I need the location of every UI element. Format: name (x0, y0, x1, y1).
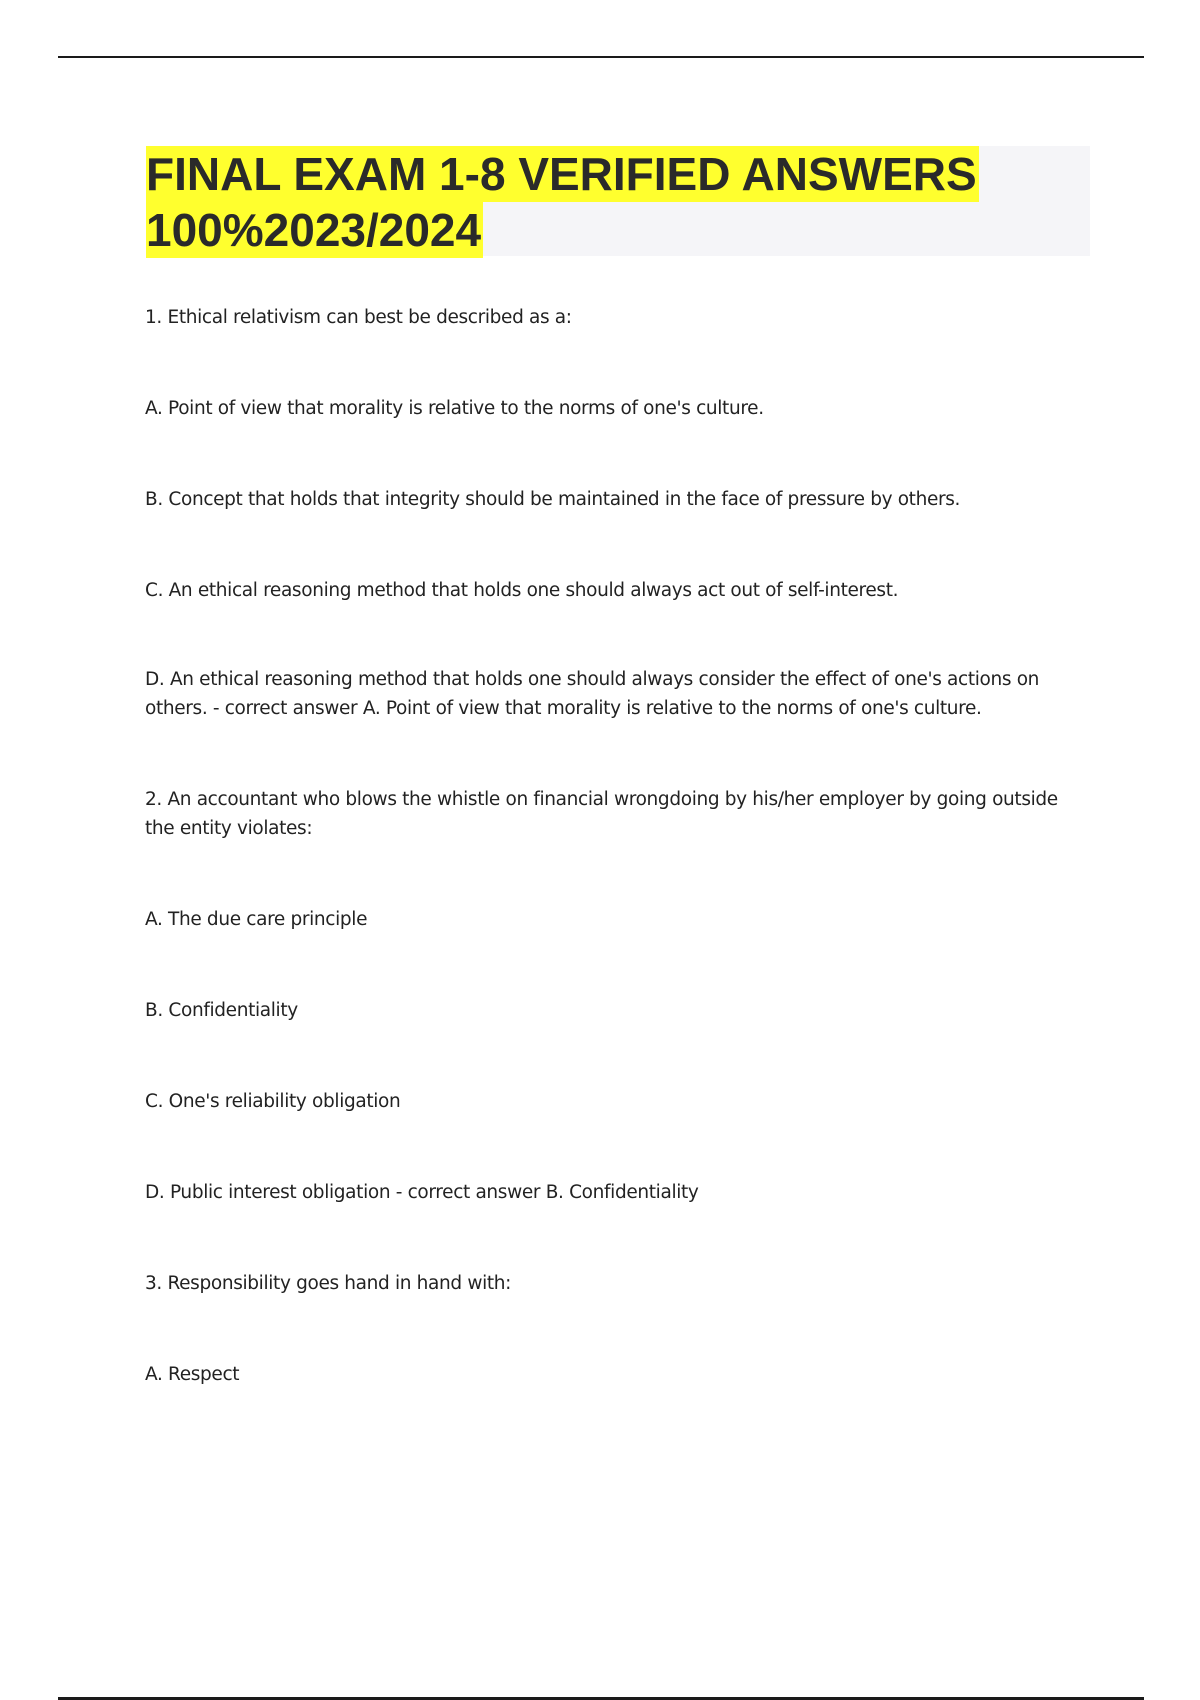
question-2-option-b: B. Confidentiality (145, 1000, 298, 1021)
question-2-option-c: C. One's reliability obligation (145, 1091, 401, 1112)
question-1-option-c: C. An ethical reasoning method that holds one should always act out of self-interest. (145, 580, 899, 601)
question-1-option-d-answer: D. An ethical reasoning method that holds one should always consider the effect of one's actions on others. - correct answer A. Point of view that morality is relative to the norms of one's culture. (145, 669, 1040, 719)
title-line-1: FINAL EXAM 1-8 VERIFIED ANSWERS (146, 148, 977, 200)
question-1: 1. Ethical relativism can best be described as a: (145, 307, 572, 328)
question-2-option-d-answer: D. Public interest obligation - correct answer B. Confidentiality (145, 1182, 699, 1203)
question-3: 3. Responsibility goes hand in hand with: (145, 1273, 512, 1294)
question-1-option-a: A. Point of view that morality is relative to the norms of one's culture. (145, 398, 764, 419)
title-block (146, 146, 1090, 256)
question-1-option-b: B. Concept that holds that integrity should be maintained in the face of pressure by others. (145, 489, 961, 510)
question-2-option-a: A. The due care principle (145, 909, 368, 930)
document-title (146, 146, 1090, 258)
title-line-2: 100%2023/2024 (146, 204, 482, 256)
top-rule (58, 56, 1144, 58)
question-3-option-a: A. Respect (145, 1364, 240, 1385)
question-2: 2. An accountant who blows the whistle on financial wrongdoing by his/her employer by going outside the entity violates: (145, 789, 1058, 839)
